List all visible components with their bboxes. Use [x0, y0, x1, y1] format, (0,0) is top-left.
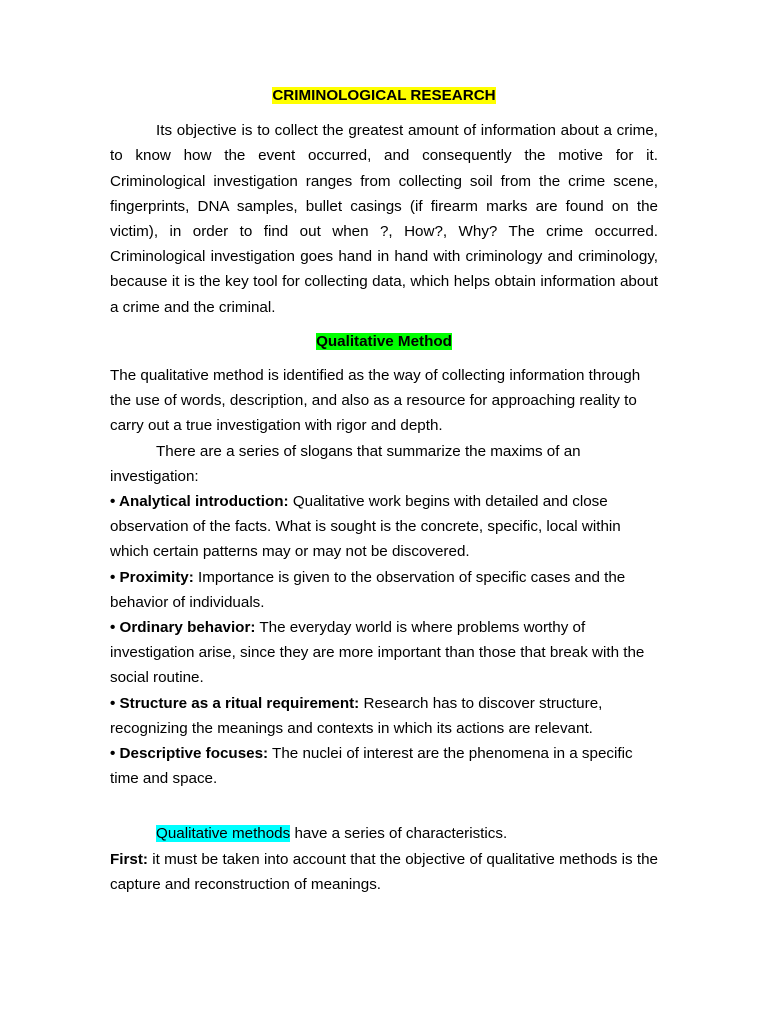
- bullet-item: [110, 741, 658, 791]
- section-heading-text: Qualitative Method: [316, 332, 452, 350]
- characteristics-highlight: Qualitative methods: [156, 825, 291, 843]
- bullet-marker: •: [110, 493, 119, 511]
- first-text: it must be taken into account that the objective of qualitative methods is the capture and reconstruction of meanings.: [110, 850, 658, 893]
- bullet-text: Importance is given to the observation of specific cases and the behavior of individuals.: [110, 568, 626, 611]
- bullet-label: Structure as a ritual requirement:: [119, 694, 360, 712]
- spacer: [110, 791, 658, 821]
- bullet-item: [110, 691, 658, 741]
- first-label: First:: [110, 850, 148, 868]
- bullet-marker: •: [110, 745, 120, 763]
- bullet-marker: •: [110, 619, 120, 637]
- document-title-text: CRIMINOLOGICAL RESEARCH: [272, 87, 496, 104]
- bullet-text: The nuclei of interest are the phenomena in a specific time and space.: [110, 745, 633, 788]
- bullet-text: Qualitative work begins with detailed and close observation of the facts. What is sought is the concrete, specific, local within which certain patterns may or may not be discovered.: [110, 493, 621, 561]
- bullet-label: Descriptive focuses:: [119, 745, 269, 763]
- characteristics-paragraph: [110, 821, 658, 846]
- document-title: [110, 83, 658, 108]
- bullet-text: Research has to discover structure, recognizing the meanings and contexts in which its actions are relevant.: [110, 694, 603, 737]
- qualitative-paragraph: The qualitative method is identified as the way of collecting information through the use of words, description, and also as a resource for approaching reality to carry out a true investigation with rigor and depth.: [110, 367, 641, 435]
- bullet-text: The everyday world is where problems worthy of investigation arise, since they are more important than those that break with the social routine.: [110, 619, 645, 687]
- bullet-item: [110, 565, 658, 615]
- intro-paragraph: Its objective is to collect the greatest amount of information about a crime, to know how the event occurred, and consequently the motive for it. Criminological investigation ranges from collecting soil from the crime scene, fingerprints, DNA samples, bullet casings (if firearm marks are found on the victim), in order to find out when ?, How?, Why? The crime occurred. Criminological investigation goes hand in hand with criminology and criminology, because it is the key tool for collecting data, which helps obtain information about a crime and the criminal.: [110, 122, 658, 316]
- bullet-label: Proximity:: [119, 568, 194, 586]
- bullet-item: [110, 489, 658, 565]
- characteristics-text: have a series of characteristics.: [290, 825, 508, 843]
- document-content: [110, 83, 658, 897]
- bullet-marker: •: [110, 568, 120, 586]
- bullet-marker: •: [110, 694, 120, 712]
- section-heading: [110, 329, 658, 354]
- first-paragraph: [110, 847, 658, 897]
- bullet-label: Analytical introduction:: [118, 493, 289, 511]
- bullet-item: [110, 615, 658, 691]
- slogans-paragraph: There are a series of slogans that summarize the maxims of an investigation:: [110, 442, 581, 485]
- bullet-label: Ordinary behavior:: [119, 619, 256, 637]
